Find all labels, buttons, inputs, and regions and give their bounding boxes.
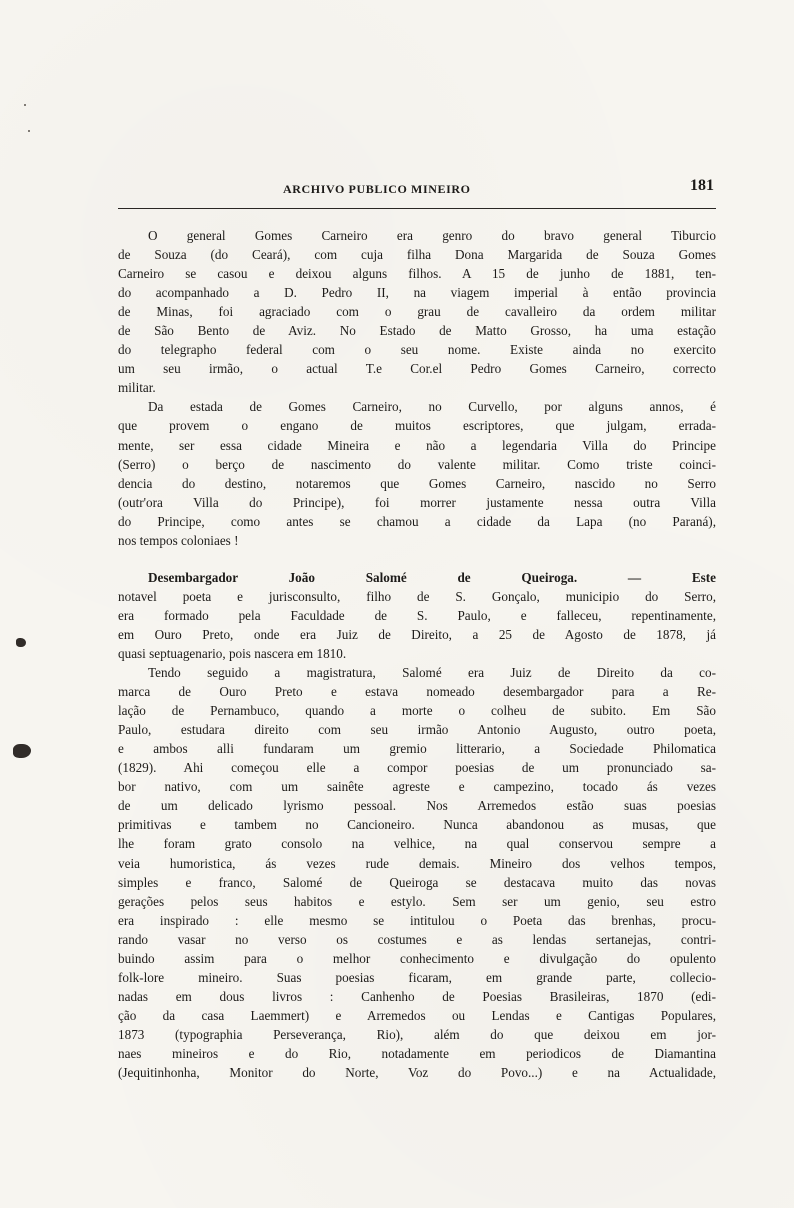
paragraph-queiroga-career: [118, 663, 716, 1082]
paragraph-gomes-carneiro-family: [118, 226, 716, 397]
text-line: do Principe, como antes se chamou a cidade da Lapa (no Paraná),: [118, 513, 716, 529]
text-line: bor nativo, com um sainête agreste e campezino, tocado ás vezes: [118, 779, 716, 795]
text-line: um seu irmão, o actual T.e Cor.el Pedro Gomes Carneiro, correcto: [118, 361, 716, 377]
text-line: nadas em dous livros : Canhenho de Poesias Brasileiras, 1870 (edi-: [118, 988, 716, 1004]
text-line: lação de Pernambuco, quando a morte o colheu de subito. Em São: [118, 703, 716, 719]
text-line: de Souza (do Ceará), com cuja filha Dona Margarida de Souza Gomes: [118, 247, 716, 263]
text-line: que provem o engano de muitos escriptores, que julgam, errada-: [118, 418, 716, 434]
text-line: ção da casa Laemmert) e Arremedos ou Lendas e Cantigas Populares,: [118, 1007, 716, 1023]
text-line: O general Gomes Carneiro era genro do bravo general Tiburcio: [148, 228, 716, 243]
margin-mark: [16, 638, 26, 647]
text-line: do acompanhado a D. Pedro II, na viagem imperial à então provincia: [118, 285, 716, 301]
text-line: Carneiro se casou e deixou alguns filhos. A 15 de junho de 1881, ten-: [118, 266, 716, 282]
text-line: rando vasar no verso os costumes e as lendas sertanejas, contri-: [118, 931, 716, 947]
running-header: [118, 177, 716, 204]
text-line: (Serro) o berço de nascimento do valente militar. Como triste coinci-: [118, 456, 716, 472]
text-line: simples e franco, Salomé de Queiroga se destacava muito das novas: [118, 874, 716, 890]
text-line: dencia do destino, notaremos que Gomes Carneiro, nascido no Serro: [118, 475, 716, 491]
text-line: de um delicado lyrismo pessoal. Nos Arremedos estão suas poesias: [118, 798, 716, 814]
scan-dot: [28, 130, 30, 132]
text-line: do telegrapho federal com o seu nome. Existe ainda no exercito: [118, 342, 716, 358]
running-title: ARCHIVO PUBLICO MINEIRO: [283, 182, 471, 196]
text-line: Paulo, estudara direito com seu irmão Antonio Augusto, outro poeta,: [118, 722, 716, 738]
text-line: de Minas, foi agraciado com o grau de cavalleiro da ordem militar: [118, 304, 716, 320]
paragraph-curvello: [118, 397, 716, 549]
text-line: (Jequitinhonha, Monitor do Norte, Voz do Povo...) e na Actualidade,: [118, 1065, 716, 1081]
header-rule: [118, 208, 716, 209]
text-line: e ambos alli fundaram um gremio litterario, a Sociedade Philomatica: [118, 741, 716, 757]
text-line: nos tempos coloniaes !: [118, 532, 239, 548]
text-line: Da estada de Gomes Carneiro, no Curvello, por alguns annos, é: [148, 399, 716, 415]
margin-mark: [13, 744, 31, 758]
text-line: folk-lore mineiro. Suas poesias ficaram, em grande parte, collecio-: [118, 969, 716, 985]
page-number: 181: [690, 177, 714, 194]
scan-dot: [24, 104, 26, 106]
text-line: (1829). Ahi começou elle a compor poesias de um pronunciado sa-: [118, 760, 716, 776]
text-line: marca de Ouro Preto e estava nomeado desembargador para a Re-: [118, 684, 716, 700]
text-line: 1873 (typographia Perseverança, Rio), além do que deixou em jor-: [118, 1026, 716, 1042]
paragraph-queiroga-intro: [118, 568, 716, 663]
text-line: Tendo seguido a magistratura, Salomé era Juiz de Direito da co-: [148, 665, 716, 681]
text-line: lhe foram grato consolo na velhice, na qual conservou sempre a: [118, 836, 716, 852]
text-line: veia humoristica, ás vezes rude demais. Mineiro dos velhos tempos,: [118, 855, 716, 871]
section-heading-line: Desembargador João Salomé de Queiroga. — Este: [148, 569, 716, 585]
text-line: quasi septuagenario, pois nascera em 1810.: [118, 645, 347, 661]
text-line: primitivas e tambem no Cancioneiro. Nunca abandonou as musas, que: [118, 817, 716, 833]
text-line: em Ouro Preto, onde era Juiz de Direito, a 25 de Agosto de 1878, já: [118, 626, 716, 642]
text-line: militar.: [118, 380, 156, 396]
section-gap: [118, 550, 716, 568]
text-line: notavel poeta e jurisconsulto, filho de S. Gonçalo, municipio do Serro,: [118, 588, 716, 604]
text-line: naes mineiros e do Rio, notadamente em periodicos de Diamantina: [118, 1045, 716, 1061]
text-line: (outr'ora Villa do Principe), foi morrer justamente nessa outra Villa: [118, 494, 716, 510]
text-line: era formado pela Faculdade de S. Paulo, e falleceu, repentinamente,: [118, 607, 716, 623]
text-line: de São Bento de Aviz. No Estado de Matto Grosso, ha uma estação: [118, 323, 716, 339]
text-line: era inspirado : elle mesmo se intitulou o Poeta das brenhas, procu-: [118, 912, 716, 928]
text-column: [118, 226, 716, 1082]
text-line: gerações pelos seus habitos e estylo. Sem ser um genio, seu estro: [118, 893, 716, 909]
text-line: buindo assim para o melhor conhecimento e divulgação do opulento: [118, 950, 716, 966]
text-line: mente, ser essa cidade Mineira e não a legendaria Villa do Principe: [118, 437, 716, 453]
